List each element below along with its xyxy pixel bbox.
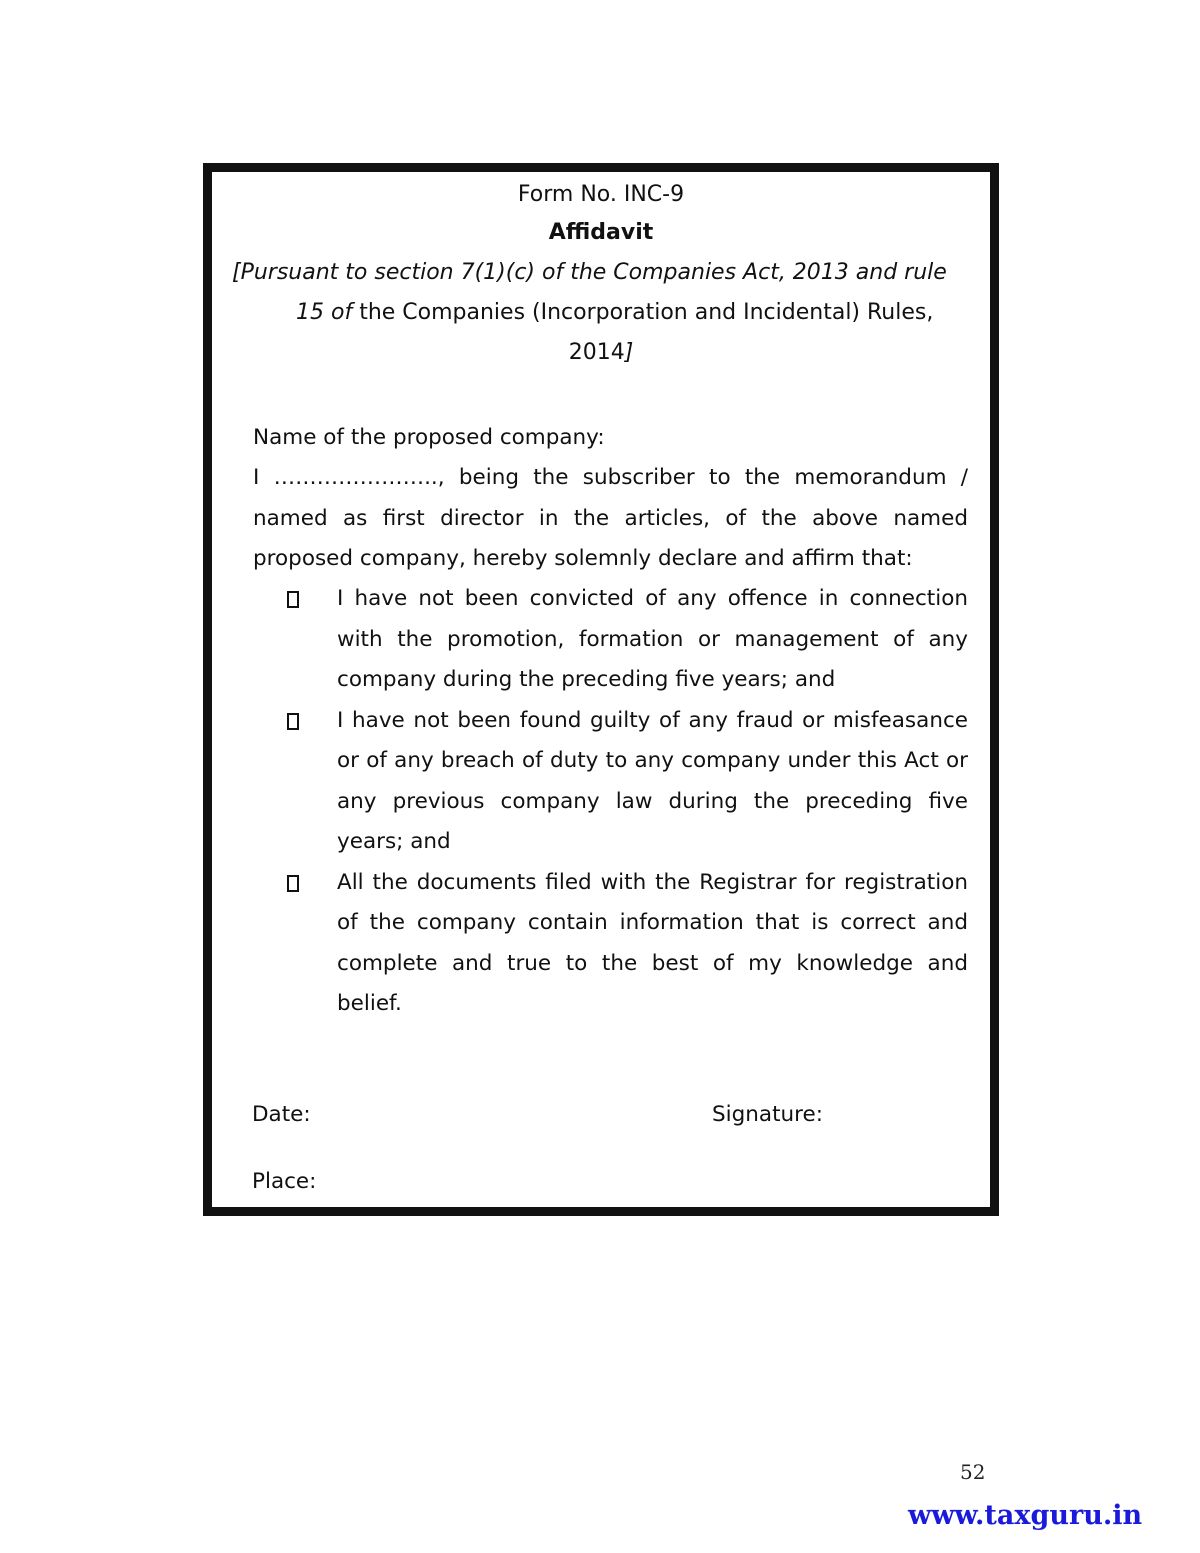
signature-label: Signature:: [712, 1102, 823, 1127]
affirmation-list: [287, 579, 968, 1025]
pursuant-rule-ref: 15 of: [296, 300, 353, 325]
pursuant-line-1: [Pursuant to section 7(1)(c) of the Companies Act, 2013 and rule: [232, 260, 947, 285]
declaration-paragraph: I ………………….., being the subscriber to the memorandum / named as first director in the articles, of the above named proposed company, hereby solemnly declare and affirm that:: [253, 465, 968, 571]
date-label: Date:: [252, 1102, 311, 1127]
checkbox-bullet-icon: [287, 875, 299, 892]
pursuant-year: 2014: [568, 340, 625, 365]
page-number: 52: [960, 1460, 986, 1484]
affidavit-form-box: [203, 163, 999, 1216]
affirmation-item: [287, 701, 968, 863]
form-title: Form No. INC-9: [517, 182, 685, 207]
checkbox-bullet-icon: [287, 591, 299, 608]
affirmation-item: [287, 863, 968, 1025]
affirmation-text: I have not been found guilty of any fraud or misfeasance or of any breach of duty to any company under this Act or any previous company law during the preceding five years; and: [337, 707, 968, 854]
website-link[interactable]: www.taxguru.in: [908, 1500, 1143, 1531]
place-label: Place:: [252, 1169, 317, 1194]
pursuant-line-2: [296, 300, 933, 325]
affirmation-item: [287, 579, 968, 701]
pursuant-line-3: [212, 340, 990, 365]
form-subtitle: Affidavit: [548, 220, 654, 245]
proposed-company-label: Name of the proposed company:: [253, 425, 605, 450]
checkbox-bullet-icon: [287, 713, 299, 730]
affirmation-text: I have not been convicted of any offence in connection with the promotion, formation or management of any company during the preceding five years; and: [337, 586, 968, 692]
affirmation-text: All the documents filed with the Registrar for registration of the company contain information that is correct and complete and true to the best of my knowledge and belief.: [337, 869, 968, 1016]
pursuant-rules-name: the Companies (Incorporation and Incidental) Rules,: [352, 300, 934, 325]
pursuant-close-bracket: ]: [624, 340, 634, 365]
